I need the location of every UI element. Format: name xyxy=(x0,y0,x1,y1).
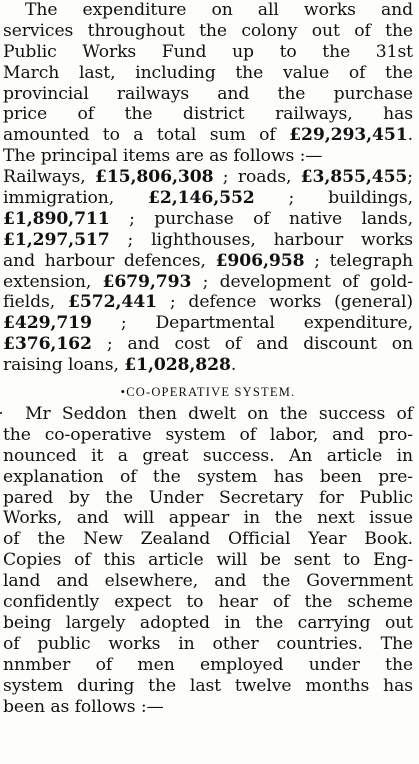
text-line: explanation of the system has been pre- xyxy=(3,466,413,487)
text-line: extension, £679,793 ; development of gold- xyxy=(3,271,413,292)
amount: £429,719 xyxy=(3,313,92,334)
text-line: and harbour defences, £906,958 ; telegraph xyxy=(3,250,413,271)
amount: £572,441 xyxy=(68,292,157,313)
text-line: the co-operative system of labor, and pro- xyxy=(3,424,413,445)
text-line: The principal items are as follows :— xyxy=(3,146,323,167)
article-column xyxy=(3,0,413,717)
text-line: immigration, £2,146,552 ; buildings, xyxy=(3,188,413,209)
text-line: £376,162 ; and cost of and discount on xyxy=(3,334,413,355)
text-line: provincial railways and the purchase xyxy=(3,83,413,104)
text-line: £1,297,517 ; lighthouses, harbour works xyxy=(3,229,413,250)
amount: £1,028,828 xyxy=(124,355,231,376)
text-line: fields, £572,441 ; defence works (general) xyxy=(3,292,413,313)
text-line: £1,890,711 ; purchase of native lands, xyxy=(3,208,413,229)
text-line: amounted to a total sum of £29,293,451. xyxy=(3,125,413,146)
text-line: confidently expect to hear of the scheme xyxy=(3,592,413,613)
amount: £15,806,308 xyxy=(94,167,214,188)
text-line: services throughout the colony out of the xyxy=(3,20,413,41)
text-line: Public Works Fund up to the 31st xyxy=(3,41,413,62)
text-line: Mr Seddon then dwelt on the success of xyxy=(25,404,413,425)
text-line: being largely adopted in the carrying out xyxy=(3,612,413,633)
text-line: Copies of this article will be sent to Eng- xyxy=(3,550,413,571)
text-line: been as follows :— xyxy=(3,696,164,717)
text-line: of the New Zealand Official Year Book. xyxy=(3,529,413,550)
amount: £3,855,455 xyxy=(300,167,408,188)
section-heading: •CO-OPERATIVE SYSTEM. xyxy=(120,385,296,400)
text-line: nounced it a great success. An article in xyxy=(3,445,413,466)
text-line: Railways, £15,806,308 ; roads, £3,855,455; xyxy=(3,167,413,188)
text-line: nnmber of men employed under the xyxy=(3,654,413,675)
paragraph-cooperative xyxy=(3,404,413,717)
amount: £679,793 xyxy=(102,271,192,292)
amount: £29,293,451 xyxy=(289,125,408,146)
margin-dot xyxy=(0,412,2,414)
amount: £906,958 xyxy=(215,250,305,271)
text-line: March last, including the value of the xyxy=(3,62,413,83)
text-line: price of the district railways, has xyxy=(3,104,413,125)
text-line: of public works in other countries. The xyxy=(3,633,413,654)
text-line: £429,719 ; Departmental expenditure, xyxy=(3,313,413,334)
amount: £1,890,711 xyxy=(3,208,110,229)
text-line: pared by the Under Secretary for Public xyxy=(3,487,413,508)
text-line: The expenditure on all works and xyxy=(25,0,413,20)
paragraph-expenditure xyxy=(3,0,413,376)
text-line: system during the last twelve months has xyxy=(3,675,413,696)
amount: £1,297,517 xyxy=(3,229,110,250)
text-line: Works, and will appear in the next issue xyxy=(3,508,413,529)
text-line: raising loans, £1,028,828. xyxy=(3,355,237,376)
amount: £2,146,552 xyxy=(148,188,255,209)
text-line: land and elsewhere, and the Government xyxy=(3,571,413,592)
amount: £376,162 xyxy=(3,334,92,355)
